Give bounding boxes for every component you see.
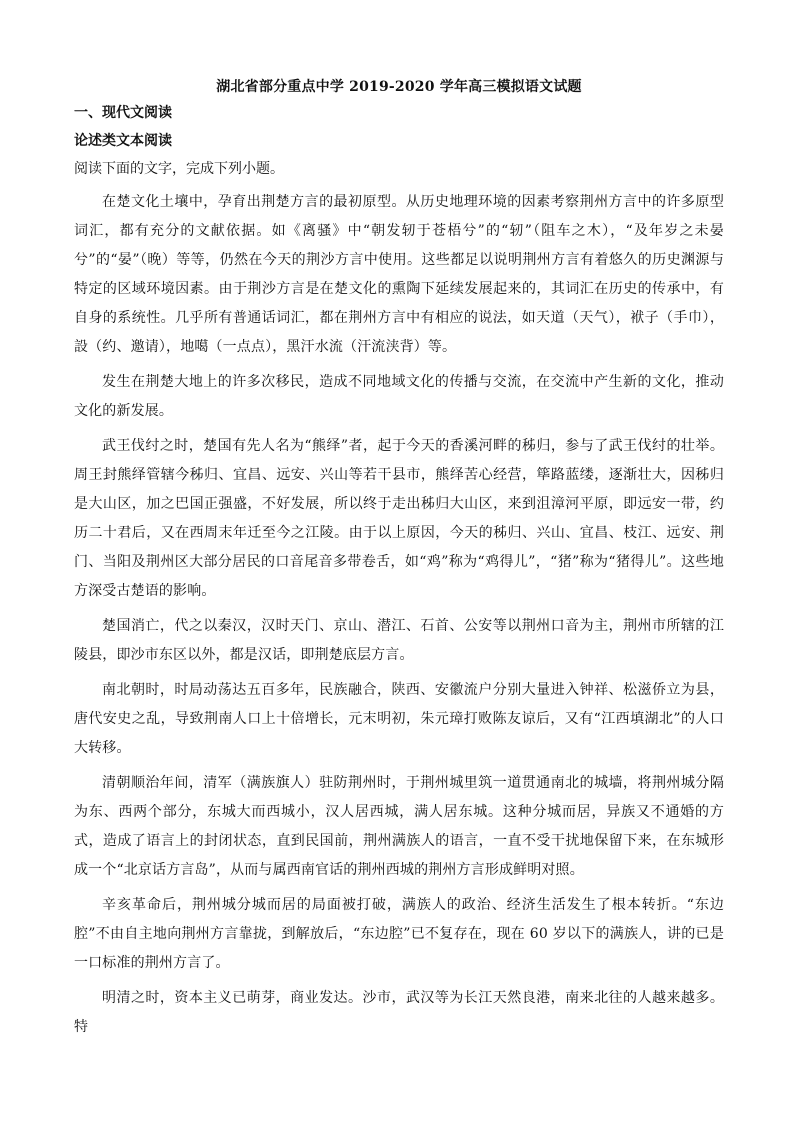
paragraph: 明清之时，资本主义已萌芽，商业发达。沙市，武汉等为长江天然良港，南来北往的人越来越多。特 [74, 990, 724, 1035]
paragraph: 辛亥革命后，荆州城分城而居的局面被打破，满族人的政治、经济生活发生了根本转折。“东边腔”不由自主地向荆州方言靠拢，到解放后，“东边腔”已不复存在，现在 60 岁以下的满族人，讲的已是一口标准的荆州方言了。 [74, 897, 724, 971]
instruction-text: 阅读下面的文字，完成下列小题。 [74, 161, 284, 177]
paragraph: 武王伐纣之时，楚国有先人名为“熊绎”者，起于今天的香溪河畔的秭归，参与了武王伐纣的壮举。周王封熊绎管辖今秭归、宜昌、远安、兴山等若干县市，熊绎苦心经营，筚路蓝缕，逐渐壮大，因秭归是大山区，加之巴国正强盛，不好发展，所以终于走出秭归大山区，来到沮漳河平原，即远安一带，约历二十君后，又在西周末年迁至今之江陵。由于以上原因，今天的秭归、兴山、宜昌、枝江、远安、荆门、当阳及荆州区大部分居民的口音尾音多带卷舌，如“鸡”称为“鸡得儿”，“猪”称为“猪得儿”。这些地方深受古楚语的影响。 [74, 438, 724, 599]
paragraph: 发生在荆楚大地上的许多次移民，造成不同地域文化的传播与交流，在交流中产生新的文化，推动文化的新发展。 [74, 374, 724, 419]
paragraph: 清朝顺治年间，清军（满族旗人）驻防荆州时，于荆州城里筑一道贯通南北的城墙，将荆州城分隔为东、西两个部分，东城大而西城小，汉人居西城，满人居东城。这种分城而居，异族又不通婚的方式，造成了语言上的封闭状态，直到民国前，荆州满族人的语言，一直不受干扰地保留下来，在东城形成一个“北京话方言岛”，从而与属西南官话的荆州西城的荆州方言形成鲜明对照。 [74, 775, 724, 878]
section-heading: 一、现代文阅读 [74, 105, 172, 121]
paragraph: 南北朝时，时局动荡达五百多年，民族融合，陕西、安徽流户分别大量进入钟祥、松滋侨立为县，唐代安史之乱，导致荆南人口上十倍增长，元末明初，朱元璋打败陈友谅后，又有“江西填湖北”的人口大转移。 [74, 682, 724, 756]
document-page [74, 78, 724, 1048]
sub-heading: 论述类文本阅读 [74, 133, 172, 149]
paragraph: 在楚文化土壤中，孕育出荆楚方言的最初原型。从历史地理环境的因素考察荆州方言中的许多原型词汇，都有充分的文献依据。如《离骚》中“朝发轫于苍梧兮”的“轫”（阻车之木），“及年岁之未晏兮”的“晏”（晚）等等，仍然在今天的荆沙方言中使用。这些都足以说明荆州方言有着悠久的历史渊源与特定的区域环境因素。由于荆沙方言是在楚文化的熏陶下延续发展起来的，其词汇在历史的传承中，有自身的系统性。几乎所有普通话词汇，都在荆州方言中有相应的说法，如天道（天气），袱子（手巾），設（约、邀请），地噶（一点点），黑汗水流（汗流浃背）等。 [74, 194, 724, 355]
paragraph: 楚国消亡，代之以秦汉，汉时天门、京山、潜江、石首、公安等以荆州口音为主，荆州市所辖的江陵县，即沙市东区以外，都是汉话，即荆楚底层方言。 [74, 618, 724, 663]
document-title: 湖北省部分重点中学 2019-2020 学年高三模拟语文试题 [216, 79, 582, 95]
